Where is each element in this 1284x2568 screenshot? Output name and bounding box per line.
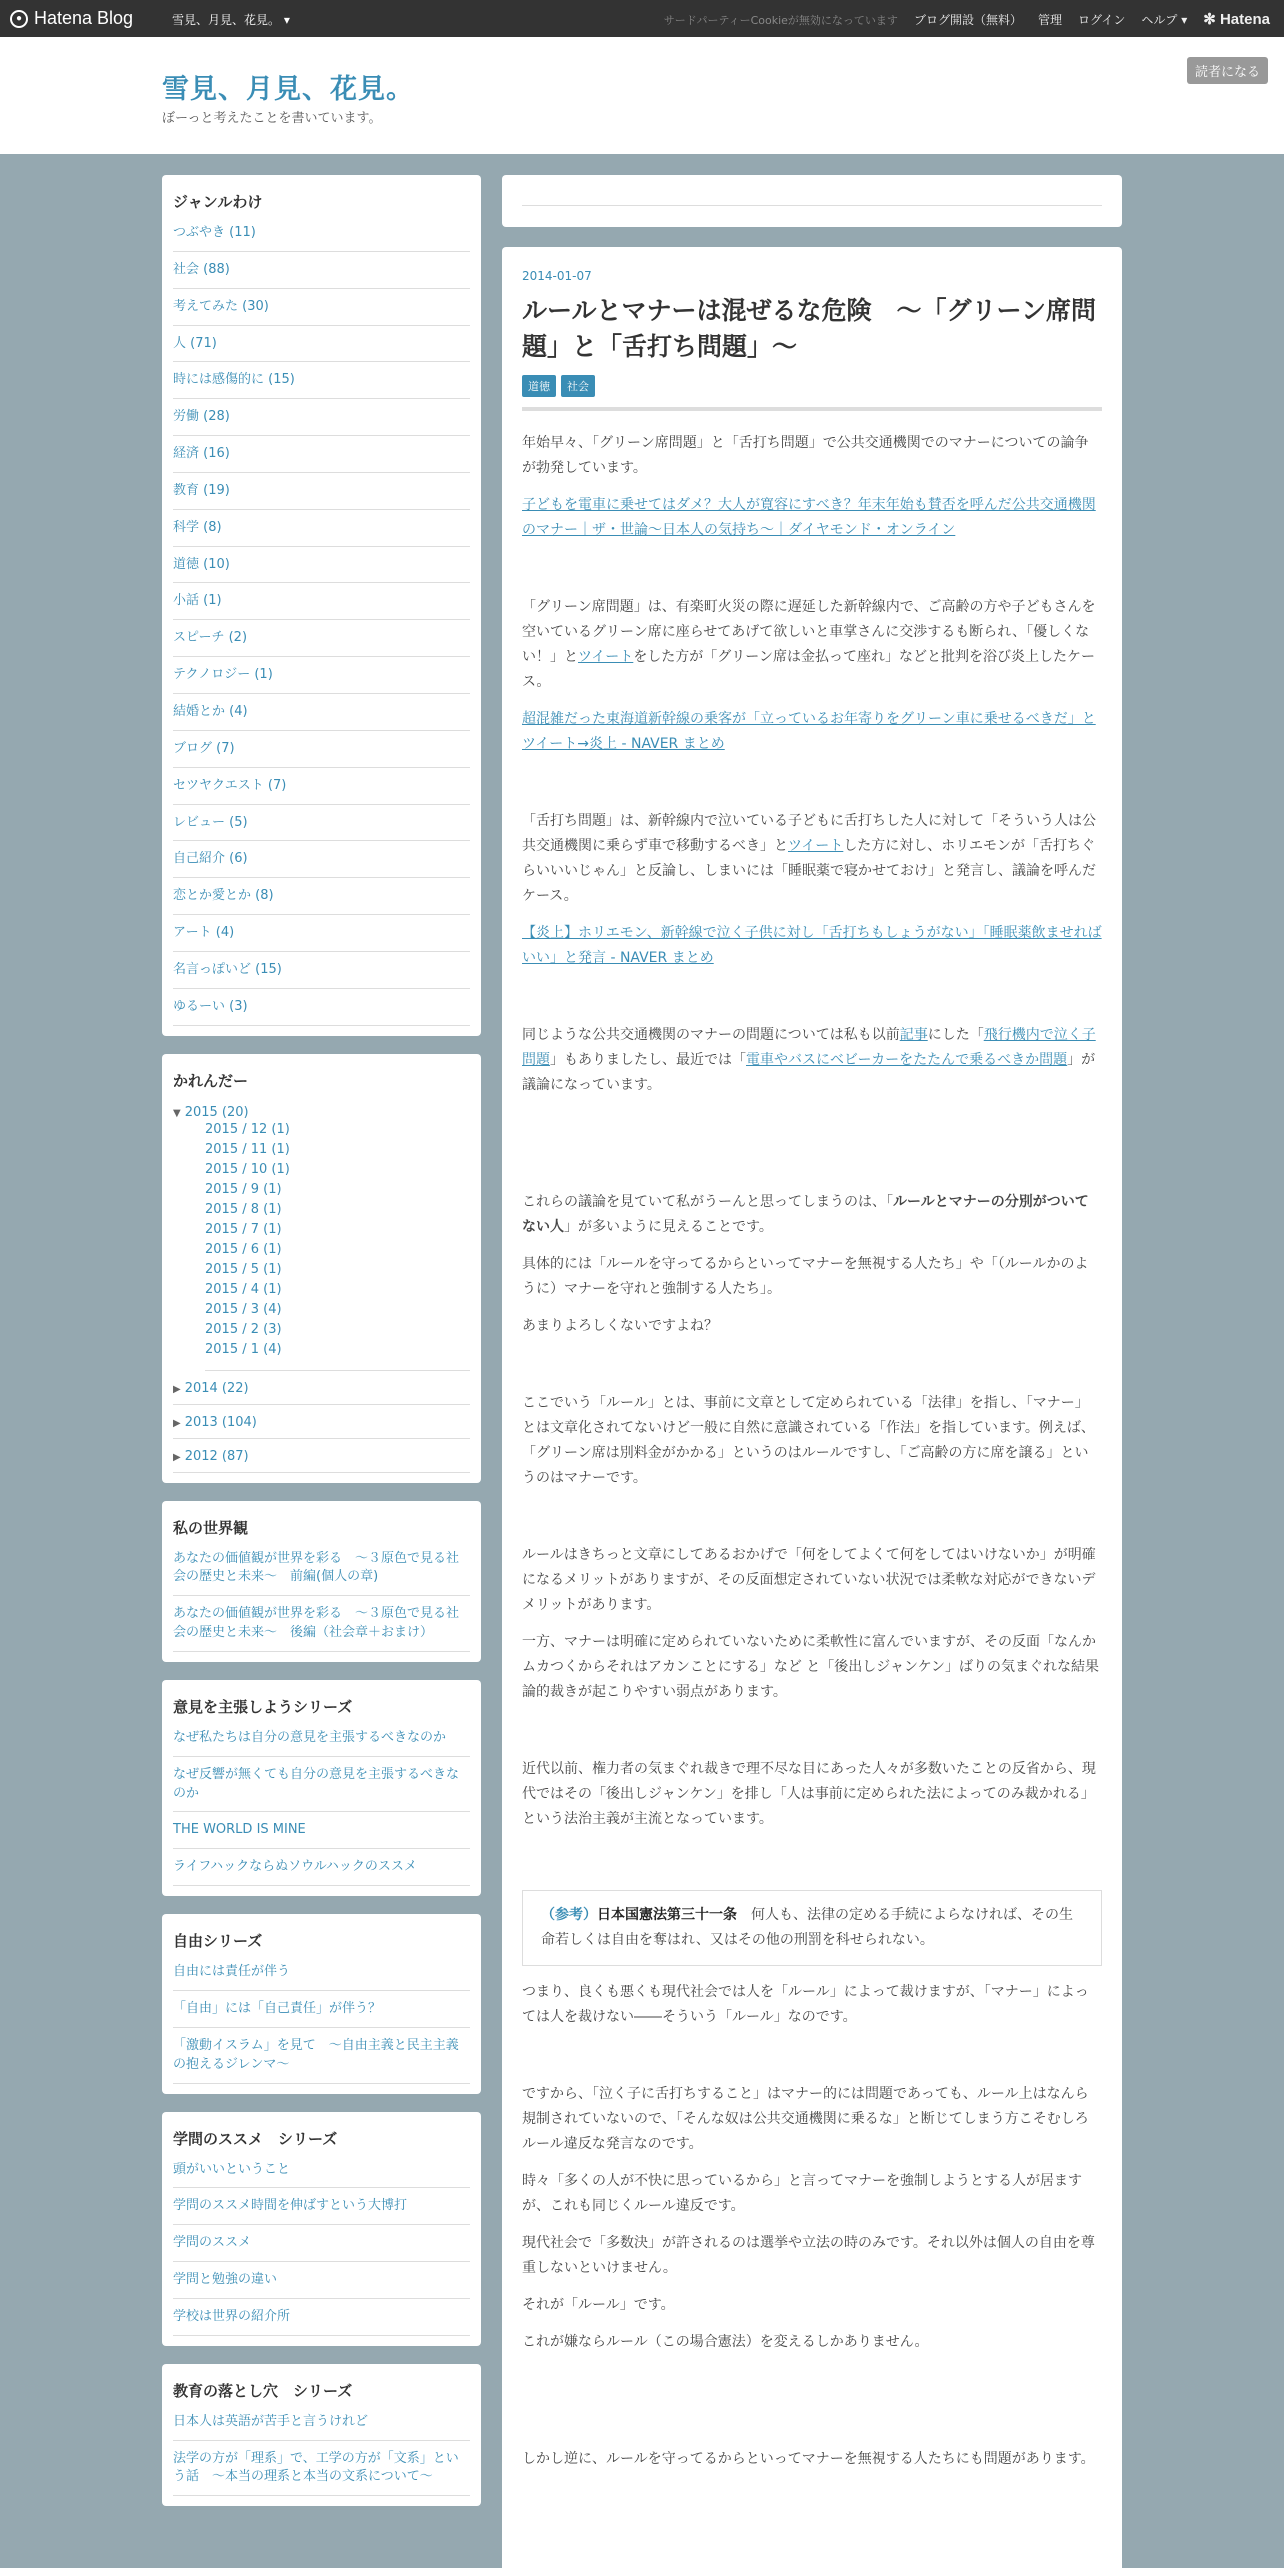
paragraph: それが「ルール」です。: [522, 2297, 675, 2313]
archive-month-link[interactable]: 2015 / 6 (1): [205, 1241, 282, 1257]
module-title: かれんだー: [173, 1071, 249, 1090]
article-link[interactable]: 学問のススメ: [173, 2225, 470, 2262]
blog-header: [0, 37, 1284, 154]
archive-year-link[interactable]: [173, 1439, 470, 1473]
global-header: [0, 0, 1284, 37]
category-link[interactable]: 経済 (16): [173, 436, 470, 473]
archive-year-label: 2014 (22): [184, 1380, 249, 1396]
category-link[interactable]: 労働 (28): [173, 399, 470, 436]
education-series-module: [162, 2364, 481, 2507]
article-link[interactable]: 法学の方が「理系」で、工学の方が「文系」という話 ～本当の理系と本当の文系について～: [173, 2441, 470, 2497]
category-link[interactable]: スピーチ (2): [173, 620, 470, 657]
archive-year-link[interactable]: [173, 1371, 470, 1405]
triangle-right-icon: ▶: [173, 1417, 181, 1429]
archive-month-link[interactable]: 2015 / 11 (1): [205, 1141, 290, 1157]
category-link[interactable]: 考えてみた (30): [173, 289, 470, 326]
archive-month-link[interactable]: 2015 / 10 (1): [205, 1161, 290, 1177]
paragraph: 一方、マナーは明確に定められていないために柔軟性に富んでいますが、その反面「なんかムカつくからそれはアカンことにする」など と「後出しジャンケン」ばりの気まぐれな結果論的裁きが起こりやすい弱点があります。: [522, 1634, 1100, 1700]
calendar-module: [162, 1054, 481, 1483]
category-link[interactable]: 名言っぽいど (15): [173, 952, 470, 989]
hatena-label: Hatena: [1219, 10, 1270, 28]
article-link[interactable]: 自由には責任が伴う: [173, 1961, 470, 1991]
paragraph: これが嫌ならルール（この場合憲法）を変えるしかありません。: [522, 2334, 929, 2350]
module-title: 意見を主張しようシリーズ: [173, 1697, 353, 1716]
category-link[interactable]: セツヤクエスト (7): [173, 768, 470, 805]
paragraph: 現代社会で「多数決」が許されるのは選挙や立法の時のみです。それ以外は個人の自由を尊重しないといけません。: [522, 2235, 1095, 2276]
paragraph: 時々「多くの人が不快に思っているから」と言ってマナーを強制しようとする人が居ますが、これも同じくルール違反です。: [522, 2173, 1082, 2214]
blog-title[interactable]: 雪見、月見、花見。: [162, 74, 414, 105]
archive-month-link[interactable]: 2015 / 5 (1): [205, 1261, 282, 1277]
archive-years: [173, 1371, 470, 1473]
archive-month-link[interactable]: 2015 / 2 (3): [205, 1321, 282, 1337]
paragraph: [522, 493, 1102, 543]
triangle-down-icon: ▼: [173, 1107, 181, 1119]
article-link[interactable]: 「激動イスラム」を見て ～自由主義と民主主義の抱えるジレンマ～: [173, 2028, 470, 2084]
text: 」もありましたし、最近では「: [550, 1052, 746, 1068]
blog-description: ぼーっと考えたことを書いています。: [162, 111, 382, 126]
text: した方に対し、ホリエモンが「舌打ちぐらいいいじゃん」と反論し、しまいには「睡眠薬で寝かせておけ」と発言し、議論を呼んだケース。: [522, 838, 1096, 904]
article-link[interactable]: 超混雑だった東海道新幹線の乗客が「立っているお年寄りをグリーン車に乗せるべきだ」とツイート→炎上 - NAVER まとめ: [522, 711, 1096, 752]
module-title: 自由シリーズ: [173, 1932, 263, 1951]
archive-month-link[interactable]: 2015 / 9 (1): [205, 1181, 282, 1197]
archive-month-link[interactable]: 2015 / 1 (4): [205, 1341, 282, 1357]
paragraph: 近代以前、権力者の気まぐれ裁きで理不尽な目にあった人々が多数いたことの反省から、現代ではその「後出しジャンケン」を排し「人は事前に定められた法によってのみ裁かれる」という法治主義が主流となっています。: [522, 1761, 1096, 1827]
paragraph: しかし逆に、ルールを守ってるからといってマナーを無視する人たちにも問題があります。: [522, 2451, 1095, 2467]
paragraph: [522, 1023, 1102, 1098]
paragraph: [522, 595, 1102, 695]
article-link-list: [173, 2159, 470, 2336]
blockquote: [522, 1890, 1102, 1966]
paragraph: つまり、良くも悪くも現代社会では人を「ルール」によって裁けますが、「マナー」によっては人を裁けない――そういう「ルール」なのです。: [522, 1984, 1089, 2025]
module-title: 学問のススメ シリーズ: [173, 2129, 338, 2148]
hatena-blog-logo[interactable]: [10, 8, 133, 29]
open-blog-link[interactable]: ブログ開設（無料）: [913, 13, 1022, 27]
article-link[interactable]: THE WORLD IS MINE: [173, 1812, 470, 1849]
study-series-module: [162, 2112, 481, 2346]
quote-title: 日本国憲法第三十一条: [597, 1907, 737, 1923]
help-menu[interactable]: ヘルプ ▾: [1141, 13, 1188, 27]
entry-title[interactable]: ルールとマナーは混ぜるな危険 ～「グリーン席問題」と「舌打ち問題」～: [522, 296, 1097, 361]
paragraph: ルールはきちっと文章にしてあるおかげで「何をしてよくて何をしてはいけないか」が明確になるメリットがありますが、その反面想定されていない状況では柔軟な対応ができないデメリットがあります。: [522, 1547, 1096, 1613]
paragraph: [522, 809, 1102, 909]
paragraph: 年始早々、「グリーン席問題」と「舌打ち問題」で公共交通機関でのマナーについての論争が勃発しています。: [522, 435, 1089, 476]
paragraph: ここでいう「ルール」とは、事前に文章として定められている「法律」を指し、「マナー」とは文章化されてないけど一般に自然に意識されている「作法」を指しています。例えば、「グリーン席は別料金がかかる」というのはルールですし、「ご高齢の方に席を譲る」というのはマナーです。: [522, 1395, 1095, 1486]
category-link[interactable]: 教育 (19): [173, 473, 470, 510]
archive-year-label: 2013 (104): [184, 1414, 257, 1430]
text: にした「: [927, 1027, 984, 1043]
quote-text: 何人も、法律の定める手続によらなければ、その生命若しくは自由を奪はれ、又はその他の刑罰を科せられない。: [541, 1907, 1073, 1948]
article-link[interactable]: 子どもを電車に乗せてはダメ？大人が寛容にすべき？年末年始も賛否を呼んだ公共交通機関のマナー｜ザ・世論～日本人の気持ち～｜ダイヤモンド・オンライン: [522, 497, 1096, 538]
hatena-logo-icon: ●: [10, 10, 28, 28]
category-link-list: [173, 222, 470, 1026]
category-link[interactable]: 自己紹介 (6): [173, 841, 470, 878]
text: 」が多いように見えることです。: [564, 1219, 773, 1235]
category-tag[interactable]: 道徳: [522, 375, 556, 397]
category-link[interactable]: ゆるーい (3): [173, 989, 470, 1026]
text: 「舌打ち問題」は、新幹線内で泣いている子どもに舌打ちした人に対して「そういう人は公共交通機関に乗らず車で移動するべき」と: [522, 813, 1096, 854]
text: 」が議論になっています。: [522, 1052, 1096, 1093]
category-tag[interactable]: 社会: [561, 375, 595, 397]
paragraph: [522, 921, 1102, 971]
category-link[interactable]: 結婚とか (4): [173, 694, 470, 731]
blog-entry: [502, 247, 1122, 2568]
subscribe-button[interactable]: 読者になる: [1187, 57, 1268, 84]
category-link[interactable]: ブログ (7): [173, 731, 470, 768]
text: これらの議論を見ていて私がうーんと思ってしまうのは、「: [522, 1194, 893, 1210]
category-link[interactable]: レビュー (5): [173, 805, 470, 842]
bold-text: ルールとマナーの分別がついてない人: [522, 1194, 1089, 1235]
module-title: ジャンルわけ: [173, 193, 263, 211]
paragraph: ですから、「泣く子に舌打ちすること」はマナー的には問題であっても、ルール上はなんら規制されていないので、「そんな奴は公共交通機関に乗るな」と断じてしまう方こそむしろルール違反な発言なのです。: [522, 2086, 1089, 2152]
archive-month-link[interactable]: 2015 / 4 (1): [205, 1281, 282, 1297]
archive-month-link[interactable]: 2015 / 3 (4): [205, 1301, 282, 1317]
archive-month-link[interactable]: 2015 / 12 (1): [205, 1121, 290, 1137]
article-link[interactable]: なぜ私たちは自分の意見を主張するべきなのか: [173, 1727, 470, 1757]
article-link[interactable]: 日本人は英語が苦手と言うけれど: [173, 2411, 470, 2441]
top-module: [502, 175, 1122, 227]
brand-label: Hatena Blog: [34, 8, 134, 28]
paragraph: [522, 1190, 1102, 1240]
archive-year-label: 2012 (87): [184, 1448, 249, 1464]
paragraph: [522, 707, 1102, 757]
module-title: 私の世界観: [173, 1518, 249, 1537]
article-link[interactable]: なぜ反響が無くても自分の意見を主張するべきなのか: [173, 1757, 470, 1813]
category-link[interactable]: テクノロジー (1): [173, 657, 470, 694]
category-link[interactable]: 人 (71): [173, 326, 470, 363]
article-link-list: [173, 2411, 470, 2497]
main-content: [502, 175, 1122, 2568]
article-link-list: [173, 1548, 470, 1652]
category-link[interactable]: 社会 (88): [173, 252, 470, 289]
article-link[interactable]: 電車やバスにベビーカーをたたんで乗るべきか問題: [746, 1052, 1068, 1068]
quote-ref: （参考）: [541, 1907, 597, 1923]
category-link[interactable]: 小話 (1): [173, 583, 470, 620]
text: をした方が「グリーン席は金払って座れ」などと批判を浴び炎上したケース。: [522, 649, 1096, 690]
module-title: 教育の落とし穴 シリーズ: [173, 2381, 353, 2400]
article-link[interactable]: 「自由」には「自己責任」が伴う？: [173, 1991, 470, 2028]
genre-module: [162, 175, 481, 1036]
article-link[interactable]: 学問と勉強の違い: [173, 2262, 470, 2299]
archive-month-link[interactable]: 2015 / 7 (1): [205, 1221, 282, 1237]
paragraph: 具体的には「ルールを守ってるからといってマナーを無視する人たち」や「（ルールかのように）マナーを守れと強制する人たち」。: [522, 1256, 1089, 1297]
text: 「グリーン席問題」は、有楽町火災の際に遅延した新幹線内で、ご高齢の方や子どもさんを空いているグリーン席に座らせてあげて欲しいと車掌さんに交渉するも断られ、「優しくない！」と: [522, 599, 1096, 665]
entry-date[interactable]: 2014-01-07: [522, 269, 592, 283]
sidebar: [162, 175, 481, 2524]
freedom-series-module: [162, 1914, 481, 2093]
blog-selector[interactable]: 雪見、月見、花見。 ▾: [172, 13, 290, 27]
paragraph: あまりよろしくないですよね？: [522, 1318, 718, 1334]
article-link-list: [173, 1961, 470, 2083]
login-link[interactable]: ログイン: [1077, 13, 1126, 27]
cookie-notice[interactable]: サードパーティーCookieが無効になっています: [663, 13, 898, 27]
category-link[interactable]: 時には感傷的に (15): [173, 362, 470, 399]
article-link[interactable]: 学問のススメ時間を伸ばすという大博打: [173, 2188, 470, 2225]
archive-months: [205, 1120, 470, 1371]
archive-year-link[interactable]: [173, 1405, 470, 1439]
article-link-list: [173, 1727, 470, 1886]
archive-year-label: 2015 (20): [184, 1104, 249, 1120]
category-link[interactable]: アート (4): [173, 915, 470, 952]
article-link[interactable]: 記事: [899, 1027, 928, 1043]
article-link[interactable]: ライフハックならぬソウルハックのススメ: [173, 1849, 470, 1886]
admin-link[interactable]: 管理: [1037, 13, 1062, 27]
category-link[interactable]: 恋とか愛とか (8): [173, 878, 470, 915]
category-link[interactable]: つぶやき (11): [173, 222, 470, 252]
category-link[interactable]: 道徳 (10): [173, 547, 470, 584]
article-link[interactable]: あなたの価値観が世界を彩る ～３原色で見る社会の歴史と未来～ 前編(個人の章): [173, 1548, 470, 1597]
article-link[interactable]: 学校は世界の紹介所: [173, 2299, 470, 2336]
tweet-link[interactable]: ツイート: [788, 838, 844, 854]
article-link[interactable]: 【炎上】ホリエモン、新幹線で泣く子供に対し「舌打ちもしょうがない」「睡眠薬飲ませればいい」と発言 - NAVER まとめ: [522, 925, 1102, 966]
divider: [522, 407, 1102, 411]
tweet-link[interactable]: ツイート: [578, 649, 634, 665]
article-link[interactable]: 飛行機内で泣く子問題: [522, 1027, 1096, 1068]
archive-year-2015[interactable]: [173, 1101, 470, 1120]
article-link[interactable]: 頭がいいということ: [173, 2159, 470, 2189]
hatena-link[interactable]: ✻ Hatena: [1203, 10, 1270, 28]
category-link[interactable]: 科学 (8): [173, 510, 470, 547]
archive-month-link[interactable]: 2015 / 8 (1): [205, 1201, 282, 1217]
worldview-module: [162, 1501, 481, 1662]
opinion-series-module: [162, 1680, 481, 1896]
article-link[interactable]: あなたの価値観が世界を彩る ～３原色で見る社会の歴史と未来～ 後編（社会章＋おまけ）: [173, 1596, 470, 1652]
triangle-right-icon: ▶: [173, 1383, 181, 1395]
text: 同じような公共交通機関のマナーの問題については私も以前: [522, 1027, 900, 1043]
triangle-right-icon: ▶: [173, 1451, 181, 1463]
